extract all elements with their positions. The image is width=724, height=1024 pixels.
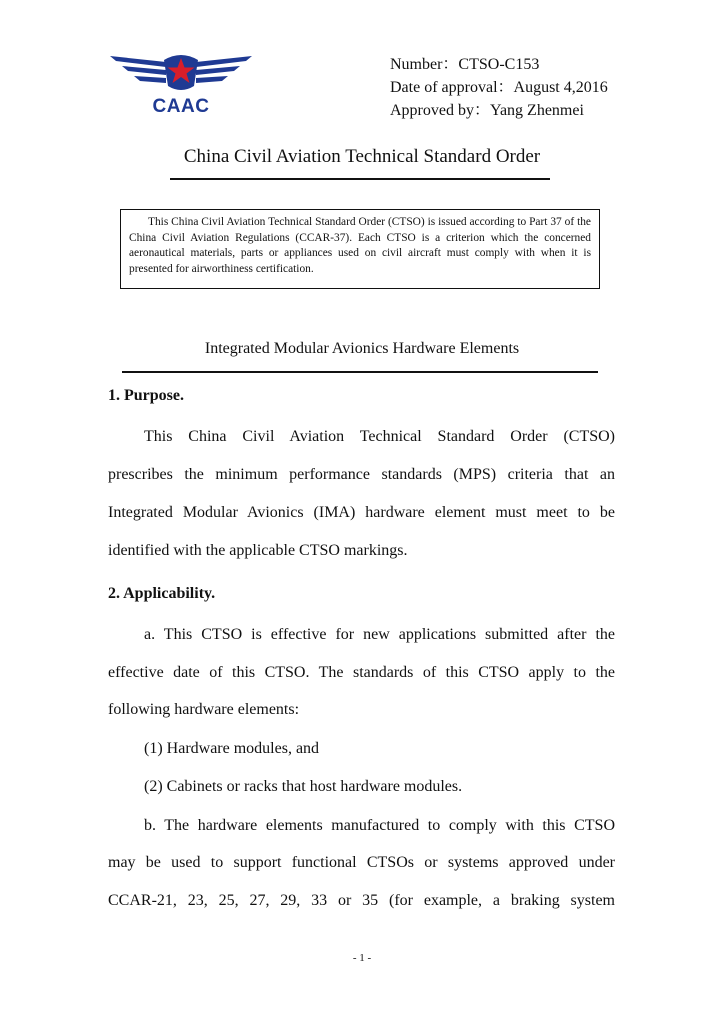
page-number: - 1 -: [352, 952, 372, 964]
paragraph-line: CCAR-21, 23, 25, 27, 29, 33 or 35 (for example, a braking system: [108, 892, 615, 909]
notice-box: [120, 209, 600, 289]
approved-by: Approved by：Yang Zhenmei: [390, 102, 584, 119]
document-subject: Integrated Modular Avionics Hardware Elements: [204, 340, 520, 357]
paragraph-line: identified with the applicable CTSO markings.: [108, 542, 408, 559]
section-heading-applicability: 2. Applicability.: [108, 585, 216, 602]
paragraph-line: Integrated Modular Avionics (IMA) hardware element must meet to be: [108, 504, 615, 521]
list-item: (1) Hardware modules, and: [144, 740, 320, 757]
paragraph-line: following hardware elements:: [108, 701, 300, 718]
paragraph-line: b. The hardware elements manufactured to comply with this CTSO: [144, 817, 615, 834]
logo-wordmark: CAAC: [152, 96, 210, 117]
subject-divider: [122, 371, 598, 373]
document-number: Number：CTSO-C153: [390, 56, 540, 73]
approval-date: Date of approval：August 4,2016: [390, 79, 608, 96]
paragraph-line: This China Civil Aviation Technical Standard Order (CTSO): [144, 428, 615, 445]
section-heading-purpose: 1. Purpose.: [108, 387, 184, 404]
paragraph-line: may be used to support functional CTSOs or systems approved under: [108, 854, 615, 871]
notice-text: This China Civil Aviation Technical Standard Order (CTSO) is issued according to Part 37 of the China Civil Aviation Regulations (CCAR-37). Each CTSO is a criterion which the concerned aeronautical materials, parts or appliances used on civil aircraft must comply with when it is presented for airworthiness certification.: [129, 216, 591, 275]
list-item: (2) Cabinets or racks that host hardware modules.: [144, 778, 463, 795]
paragraph-line: prescribes the minimum performance standards (MPS) criteria that an: [108, 466, 615, 483]
title-divider: [170, 178, 550, 180]
document-title: China Civil Aviation Technical Standard Order: [183, 146, 541, 167]
paragraph-line: effective date of this CTSO. The standards of this CTSO apply to the: [108, 664, 615, 681]
paragraph-line: a. This CTSO is effective for new applications submitted after the: [144, 626, 615, 643]
